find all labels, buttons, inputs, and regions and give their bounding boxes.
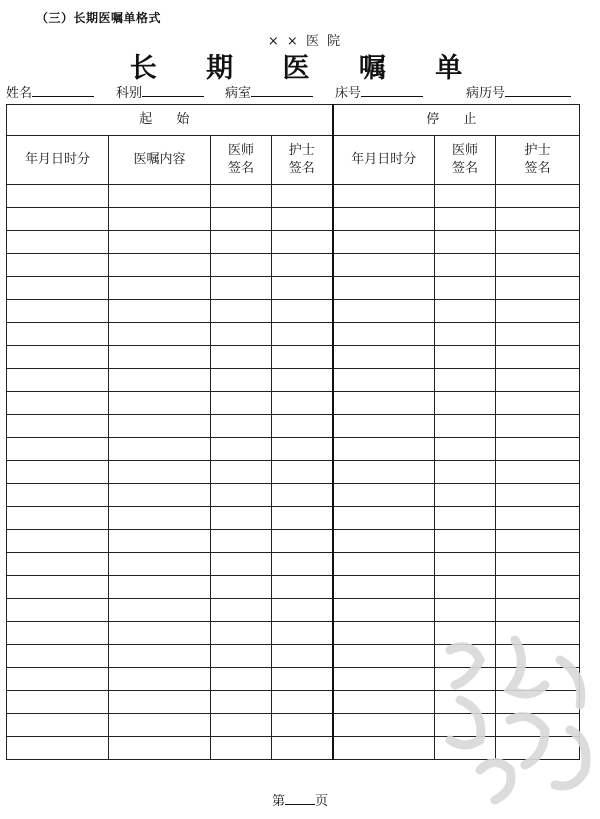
cell-start-doctor-sig[interactable]	[211, 461, 272, 484]
cell-start-nurse-sig[interactable]	[272, 277, 333, 300]
cell-stop-datetime[interactable]	[333, 461, 435, 484]
cell-order-content[interactable]	[109, 438, 211, 461]
cell-start-datetime[interactable]	[7, 461, 109, 484]
field-ward-label: 病室	[225, 86, 252, 101]
cell-stop-doctor-sig[interactable]	[435, 300, 496, 323]
patient-info-row	[6, 82, 596, 100]
cell-stop-datetime[interactable]	[333, 392, 435, 415]
table-row	[7, 323, 580, 346]
cell-start-doctor-sig[interactable]	[211, 530, 272, 553]
cell-stop-doctor-sig[interactable]	[435, 208, 496, 231]
cell-order-content[interactable]	[109, 714, 211, 737]
cell-stop-doctor-sig[interactable]	[435, 576, 496, 599]
table-row	[7, 507, 580, 530]
cell-start-nurse-sig[interactable]	[272, 369, 333, 392]
cell-stop-datetime[interactable]	[333, 553, 435, 576]
cell-start-doctor-sig[interactable]	[211, 346, 272, 369]
col-start-nurse-sig-text: 护士签名	[288, 143, 315, 176]
cell-stop-doctor-sig[interactable]	[435, 346, 496, 369]
cell-start-datetime[interactable]	[7, 415, 109, 438]
start-group-header: 起 始	[7, 105, 333, 136]
cell-order-content[interactable]	[109, 346, 211, 369]
cell-start-datetime[interactable]	[7, 185, 109, 208]
cell-start-datetime[interactable]	[7, 369, 109, 392]
cell-start-nurse-sig[interactable]	[272, 507, 333, 530]
cell-stop-nurse-sig[interactable]	[496, 507, 580, 530]
cell-stop-doctor-sig[interactable]	[435, 530, 496, 553]
cell-stop-nurse-sig[interactable]	[496, 231, 580, 254]
cell-start-doctor-sig[interactable]	[211, 231, 272, 254]
cell-stop-doctor-sig[interactable]	[435, 553, 496, 576]
col-stop-doctor-sig-text: 医师签名	[452, 143, 479, 176]
field-ward-blank[interactable]	[251, 84, 313, 97]
cell-order-content[interactable]	[109, 576, 211, 599]
cell-order-content[interactable]	[109, 599, 211, 622]
page-number-blank[interactable]	[285, 792, 315, 805]
cell-start-datetime[interactable]	[7, 553, 109, 576]
cell-start-datetime[interactable]	[7, 599, 109, 622]
table-row	[7, 208, 580, 231]
cell-stop-datetime[interactable]	[333, 576, 435, 599]
cell-start-nurse-sig[interactable]	[272, 185, 333, 208]
cell-start-nurse-sig[interactable]	[272, 484, 333, 507]
cell-start-doctor-sig[interactable]	[211, 714, 272, 737]
table-row	[7, 415, 580, 438]
cell-stop-datetime[interactable]	[333, 231, 435, 254]
field-department-blank[interactable]	[142, 84, 204, 97]
cell-start-datetime[interactable]	[7, 392, 109, 415]
cell-start-doctor-sig[interactable]	[211, 323, 272, 346]
cell-stop-datetime[interactable]	[333, 208, 435, 231]
cell-start-nurse-sig[interactable]	[272, 737, 333, 760]
table-row	[7, 346, 580, 369]
cell-start-doctor-sig[interactable]	[211, 254, 272, 277]
field-bed-label: 床号	[335, 86, 362, 101]
cell-start-nurse-sig[interactable]	[272, 392, 333, 415]
hospital-name: × × 医 院	[267, 34, 343, 49]
cell-stop-nurse-sig[interactable]	[496, 576, 580, 599]
table-row	[7, 254, 580, 277]
cell-start-datetime[interactable]	[7, 576, 109, 599]
cell-stop-datetime[interactable]	[333, 323, 435, 346]
cell-order-content[interactable]	[109, 645, 211, 668]
cell-stop-datetime[interactable]	[333, 530, 435, 553]
cell-order-content[interactable]	[109, 277, 211, 300]
cell-start-nurse-sig[interactable]	[272, 622, 333, 645]
table-row	[7, 300, 580, 323]
cell-stop-nurse-sig[interactable]	[496, 369, 580, 392]
stop-group-header: 停 止	[333, 105, 580, 136]
cell-stop-nurse-sig[interactable]	[496, 461, 580, 484]
cell-order-content[interactable]	[109, 668, 211, 691]
cell-start-datetime[interactable]	[7, 254, 109, 277]
cell-start-doctor-sig[interactable]	[211, 484, 272, 507]
field-department-label: 科别	[116, 86, 143, 101]
cell-start-datetime[interactable]	[7, 507, 109, 530]
field-department	[116, 82, 204, 101]
cell-stop-datetime[interactable]	[333, 185, 435, 208]
cell-stop-nurse-sig[interactable]	[496, 208, 580, 231]
cell-start-datetime[interactable]	[7, 231, 109, 254]
cell-stop-nurse-sig[interactable]	[496, 438, 580, 461]
cell-start-nurse-sig[interactable]	[272, 599, 333, 622]
cell-stop-doctor-sig[interactable]	[435, 254, 496, 277]
cell-stop-datetime[interactable]	[333, 277, 435, 300]
field-record-number-label: 病历号	[466, 86, 506, 101]
table-row	[7, 438, 580, 461]
cell-stop-datetime[interactable]	[333, 438, 435, 461]
cell-start-nurse-sig[interactable]	[272, 668, 333, 691]
cell-start-datetime[interactable]	[7, 737, 109, 760]
cell-order-content[interactable]	[109, 254, 211, 277]
cell-stop-doctor-sig[interactable]	[435, 415, 496, 438]
cell-start-nurse-sig[interactable]	[272, 323, 333, 346]
cell-stop-nurse-sig[interactable]	[496, 530, 580, 553]
cell-order-content[interactable]	[109, 208, 211, 231]
cell-stop-nurse-sig[interactable]	[496, 323, 580, 346]
cell-start-datetime[interactable]	[7, 668, 109, 691]
table-row	[7, 185, 580, 208]
column-header-row	[7, 136, 580, 185]
table-row	[7, 369, 580, 392]
cell-start-doctor-sig[interactable]	[211, 300, 272, 323]
cell-stop-datetime[interactable]	[333, 369, 435, 392]
cell-start-datetime[interactable]	[7, 277, 109, 300]
table-row	[7, 553, 580, 576]
cell-order-content[interactable]	[109, 484, 211, 507]
cell-start-doctor-sig[interactable]	[211, 553, 272, 576]
group-header-row	[7, 105, 580, 136]
field-name-label: 姓名	[6, 86, 33, 101]
section-title: （三）长期医嘱单格式	[36, 11, 162, 25]
cell-start-nurse-sig[interactable]	[272, 254, 333, 277]
cell-start-doctor-sig[interactable]	[211, 415, 272, 438]
cell-stop-nurse-sig[interactable]	[496, 553, 580, 576]
cell-start-nurse-sig[interactable]	[272, 438, 333, 461]
cell-stop-nurse-sig[interactable]	[496, 346, 580, 369]
cell-stop-nurse-sig[interactable]	[496, 277, 580, 300]
cell-start-doctor-sig[interactable]	[211, 668, 272, 691]
cell-stop-datetime[interactable]	[333, 484, 435, 507]
col-stop-nurse-sig-text: 护士签名	[524, 143, 551, 176]
page-prefix: 第	[271, 794, 285, 809]
cell-start-doctor-sig[interactable]	[211, 208, 272, 231]
cell-start-doctor-sig[interactable]	[211, 369, 272, 392]
cell-start-doctor-sig[interactable]	[211, 737, 272, 760]
cell-start-doctor-sig[interactable]	[211, 622, 272, 645]
cell-start-nurse-sig[interactable]	[272, 714, 333, 737]
page-suffix: 页	[315, 794, 329, 809]
cell-start-nurse-sig[interactable]	[272, 346, 333, 369]
cell-start-doctor-sig[interactable]	[211, 185, 272, 208]
cell-stop-doctor-sig[interactable]	[435, 323, 496, 346]
cell-start-nurse-sig[interactable]	[272, 530, 333, 553]
cell-stop-nurse-sig[interactable]	[496, 415, 580, 438]
cell-start-datetime[interactable]	[7, 300, 109, 323]
table-row	[7, 530, 580, 553]
cell-start-nurse-sig[interactable]	[272, 300, 333, 323]
col-start-datetime: 年月日时分	[7, 136, 109, 185]
cell-start-datetime[interactable]	[7, 323, 109, 346]
field-record-number-blank[interactable]	[505, 84, 571, 97]
cell-order-content[interactable]	[109, 323, 211, 346]
cell-stop-datetime[interactable]	[333, 507, 435, 530]
cell-order-content[interactable]	[109, 737, 211, 760]
field-record-number	[466, 82, 571, 101]
cell-start-nurse-sig[interactable]	[272, 645, 333, 668]
cell-start-nurse-sig[interactable]	[272, 576, 333, 599]
cell-start-doctor-sig[interactable]	[211, 507, 272, 530]
cell-order-content[interactable]	[109, 691, 211, 714]
cell-order-content[interactable]	[109, 530, 211, 553]
cell-stop-nurse-sig[interactable]	[496, 392, 580, 415]
cell-stop-doctor-sig[interactable]	[435, 392, 496, 415]
cell-stop-doctor-sig[interactable]	[435, 231, 496, 254]
cell-stop-nurse-sig[interactable]	[496, 300, 580, 323]
cell-stop-datetime[interactable]	[333, 415, 435, 438]
cell-start-doctor-sig[interactable]	[211, 576, 272, 599]
field-bed-blank[interactable]	[361, 84, 423, 97]
cell-start-datetime[interactable]	[7, 484, 109, 507]
cell-start-datetime[interactable]	[7, 438, 109, 461]
table-row	[7, 484, 580, 507]
cell-stop-doctor-sig[interactable]	[435, 507, 496, 530]
cell-order-content[interactable]	[109, 392, 211, 415]
cell-stop-doctor-sig[interactable]	[435, 185, 496, 208]
col-stop-doctor-sig	[435, 136, 496, 185]
cell-start-doctor-sig[interactable]	[211, 645, 272, 668]
cell-start-datetime[interactable]	[7, 691, 109, 714]
table-row	[7, 576, 580, 599]
cell-order-content[interactable]	[109, 231, 211, 254]
table-row	[7, 277, 580, 300]
field-name-blank[interactable]	[32, 84, 94, 97]
cell-order-content[interactable]	[109, 553, 211, 576]
cell-start-doctor-sig[interactable]	[211, 691, 272, 714]
table-row	[7, 461, 580, 484]
cell-stop-nurse-sig[interactable]	[496, 254, 580, 277]
cell-order-content[interactable]	[109, 185, 211, 208]
cell-stop-doctor-sig[interactable]	[435, 484, 496, 507]
col-stop-nurse-sig	[496, 136, 580, 185]
cell-start-doctor-sig[interactable]	[211, 438, 272, 461]
cell-stop-doctor-sig[interactable]	[435, 277, 496, 300]
cell-order-content[interactable]	[109, 461, 211, 484]
cell-start-nurse-sig[interactable]	[272, 461, 333, 484]
cell-start-datetime[interactable]	[7, 622, 109, 645]
watermark-seal-icon	[420, 610, 600, 810]
cell-stop-datetime[interactable]	[333, 254, 435, 277]
cell-start-doctor-sig[interactable]	[211, 392, 272, 415]
cell-start-datetime[interactable]	[7, 530, 109, 553]
cell-start-doctor-sig[interactable]	[211, 599, 272, 622]
col-start-doctor-sig	[211, 136, 272, 185]
cell-stop-doctor-sig[interactable]	[435, 369, 496, 392]
col-stop-datetime: 年月日时分	[333, 136, 435, 185]
cell-start-datetime[interactable]	[7, 208, 109, 231]
cell-stop-doctor-sig[interactable]	[435, 461, 496, 484]
cell-order-content[interactable]	[109, 622, 211, 645]
cell-order-content[interactable]	[109, 300, 211, 323]
form-title: 长 期 医 嘱 单	[129, 53, 483, 84]
cell-start-nurse-sig[interactable]	[272, 208, 333, 231]
cell-order-content[interactable]	[109, 507, 211, 530]
cell-stop-datetime[interactable]	[333, 300, 435, 323]
field-ward	[225, 82, 313, 101]
cell-start-datetime[interactable]	[7, 346, 109, 369]
cell-stop-nurse-sig[interactable]	[496, 484, 580, 507]
cell-stop-nurse-sig[interactable]	[496, 185, 580, 208]
table-row	[7, 392, 580, 415]
cell-order-content[interactable]	[109, 415, 211, 438]
cell-start-nurse-sig[interactable]	[272, 415, 333, 438]
table-row	[7, 231, 580, 254]
cell-start-datetime[interactable]	[7, 645, 109, 668]
col-start-nurse-sig	[272, 136, 333, 185]
cell-start-nurse-sig[interactable]	[272, 231, 333, 254]
cell-start-nurse-sig[interactable]	[272, 691, 333, 714]
field-bed	[335, 82, 423, 101]
cell-order-content[interactable]	[109, 369, 211, 392]
cell-start-nurse-sig[interactable]	[272, 553, 333, 576]
cell-start-datetime[interactable]	[7, 714, 109, 737]
cell-stop-doctor-sig[interactable]	[435, 438, 496, 461]
col-order-content: 医嘱内容	[109, 136, 211, 185]
cell-start-doctor-sig[interactable]	[211, 277, 272, 300]
field-name	[6, 82, 94, 101]
col-start-doctor-sig-text: 医师签名	[228, 143, 255, 176]
cell-stop-datetime[interactable]	[333, 346, 435, 369]
